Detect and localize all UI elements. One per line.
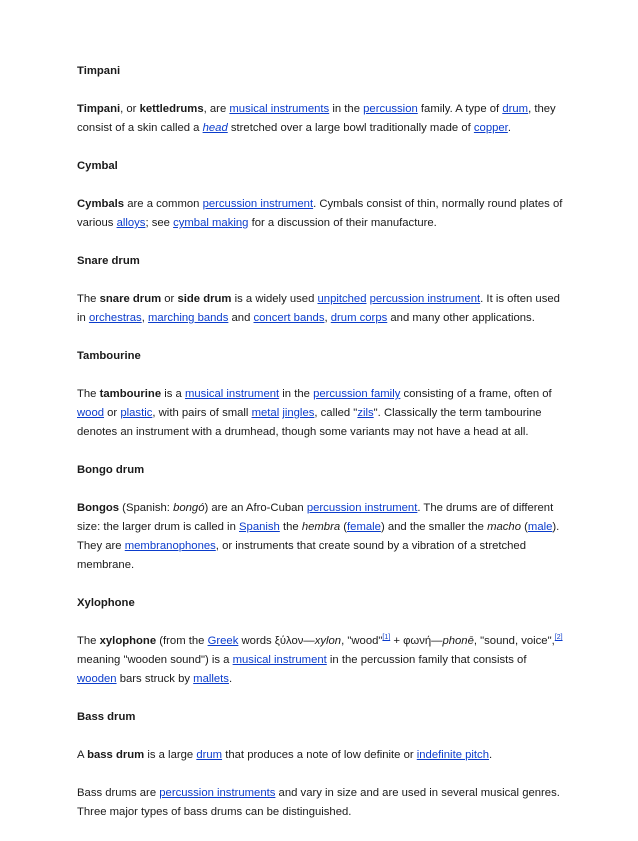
text-run: , they consist of a skin called a — [77, 103, 556, 134]
hyperlink[interactable]: Spanish — [239, 521, 280, 533]
hyperlink[interactable]: indefinite pitch — [416, 749, 489, 761]
text-run: is a large — [144, 749, 197, 761]
text-run: , "sound, voice", — [473, 635, 555, 647]
bold-term: Cymbals — [77, 198, 125, 210]
text-run: A — [77, 749, 88, 761]
paragraph-xylophone — [77, 632, 567, 689]
text-run: and — [228, 312, 254, 324]
hyperlink[interactable]: drum — [196, 749, 223, 761]
text-run: and vary in size and are used in several musical genres. Three major types of bass drums can be distinguished. — [77, 787, 560, 818]
section-heading-cymbal: Cymbal — [77, 160, 118, 172]
text-run: , "wood" — [341, 635, 383, 647]
text-run: The — [77, 635, 100, 647]
text-run: for a discussion of their manufacture. — [248, 217, 437, 229]
italic-term: bongó — [173, 502, 205, 514]
bold-term: bass drum — [87, 749, 145, 761]
section-heading-tambourine: Tambourine — [77, 350, 141, 362]
italic-term: phonē — [442, 635, 474, 647]
hyperlink[interactable]: alloys — [116, 217, 146, 229]
text-run: ) and the smaller the — [380, 521, 488, 533]
hyperlink[interactable]: percussion — [363, 103, 418, 115]
bold-term: kettledrums — [139, 103, 204, 115]
text-run: ; see — [145, 217, 174, 229]
text-run: , called " — [314, 407, 358, 419]
paragraph-bass-drum-types — [77, 784, 567, 822]
italic-term: xylon — [314, 635, 342, 647]
text-run: , are — [203, 103, 230, 115]
text-run: , or instruments that create sound by a vibration of a stretched membrane. — [77, 540, 526, 571]
paragraph-cymbal — [77, 195, 567, 233]
text-run: is a widely used — [231, 293, 318, 305]
hyperlink[interactable]: wooden — [77, 673, 117, 685]
hyperlink[interactable]: percussion instrument — [369, 293, 481, 305]
text-run: . — [489, 749, 493, 761]
paragraph-timpani — [77, 100, 567, 138]
section-heading-bongo-drum: Bongo drum — [77, 464, 145, 476]
text-run: ( — [521, 521, 528, 533]
text-run: in the — [329, 103, 364, 115]
text-run: stretched over a large bowl traditionally made of — [227, 122, 474, 134]
text-run: the — [279, 521, 302, 533]
paragraph-tambourine — [77, 385, 567, 442]
text-run: in the percussion family that consists of — [326, 654, 527, 666]
citation-link[interactable]: [1] — [382, 634, 391, 642]
hyperlink[interactable]: orchestras — [88, 312, 142, 324]
text-run: family. A type of — [417, 103, 503, 115]
hyperlink[interactable]: marching bands — [147, 312, 229, 324]
hyperlink[interactable]: mallets — [193, 673, 229, 685]
text-run: . The drums are of different size: the larger drum is called in — [77, 502, 554, 533]
text-run: The — [77, 293, 100, 305]
hyperlink[interactable]: male — [527, 521, 553, 533]
hyperlink[interactable]: jingles — [282, 407, 315, 419]
italic-term: macho — [487, 521, 521, 533]
text-run: that produces a note of low definite or — [222, 749, 417, 761]
text-run: bars struck by — [116, 673, 194, 685]
bold-term: Timpani — [77, 103, 121, 115]
text-run: The — [77, 388, 100, 400]
bold-term: snare drum — [99, 293, 162, 305]
text-run: . Cymbals consist of thin, normally round plates of various — [77, 198, 563, 229]
hyperlink[interactable]: wood — [77, 407, 105, 419]
paragraph-bass-drum — [77, 746, 567, 765]
section-heading-timpani: Timpani — [77, 65, 121, 77]
paragraph-bongo-drum — [77, 499, 567, 575]
hyperlink[interactable]: cymbal making — [173, 217, 249, 229]
hyperlink[interactable]: female — [347, 521, 381, 533]
hyperlink[interactable]: percussion family — [313, 388, 401, 400]
text-run: consisting of a frame, often of — [400, 388, 552, 400]
hyperlink[interactable]: musical instruments — [229, 103, 330, 115]
hyperlink[interactable]: copper — [473, 122, 508, 134]
text-run: meaning "wooden sound") is a — [77, 654, 233, 666]
text-run: or — [161, 293, 178, 305]
hyperlink[interactable]: metal — [251, 407, 280, 419]
text-run: ". Classically the term tambourine denotes an instrument with a drumhead, though some variants may not have a head at all. — [77, 407, 542, 438]
hyperlink[interactable]: concert bands — [253, 312, 325, 324]
text-run: or — [104, 407, 121, 419]
text-run: and many other applications. — [387, 312, 535, 324]
document-page — [77, 62, 567, 841]
italic-term: hembra — [301, 521, 341, 533]
hyperlink-italic[interactable]: head — [202, 122, 228, 134]
hyperlink[interactable]: percussion instrument — [306, 502, 418, 514]
hyperlink[interactable]: zils — [357, 407, 374, 419]
section-heading-snare-drum: Snare drum — [77, 255, 140, 267]
text-run: ( — [340, 521, 348, 533]
hyperlink[interactable]: drum — [502, 103, 529, 115]
section-heading-xylophone: Xylophone — [77, 597, 135, 609]
text-run: , with pairs of small — [152, 407, 252, 419]
text-run: ). They are — [77, 521, 560, 552]
text-run: ) are an Afro-Cuban — [204, 502, 307, 514]
bold-term: tambourine — [99, 388, 162, 400]
hyperlink[interactable]: percussion instrument — [202, 198, 314, 210]
text-run: . — [228, 673, 233, 685]
text-run: . It is often used in — [77, 293, 560, 324]
text-run: . — [507, 122, 511, 134]
bold-term: side drum — [177, 293, 232, 305]
text-run: in the — [279, 388, 314, 400]
paragraph-snare-drum — [77, 290, 567, 328]
hyperlink[interactable]: plastic — [120, 407, 153, 419]
hyperlink[interactable]: musical instrument — [184, 388, 280, 400]
text-run: , or — [120, 103, 140, 115]
text-run: words ξύλον— — [238, 635, 315, 647]
hyperlink[interactable]: Greek — [207, 635, 239, 647]
text-run: , — [324, 312, 331, 324]
section-heading-bass-drum: Bass drum — [77, 711, 136, 723]
text-run: (Spanish: — [119, 502, 174, 514]
citation-link[interactable]: [2] — [554, 634, 563, 642]
text-run: , — [141, 312, 148, 324]
hyperlink[interactable]: unpitched — [317, 293, 367, 305]
text-run: are a common — [124, 198, 203, 210]
bold-term: xylophone — [99, 635, 157, 647]
text-run: is a — [161, 388, 185, 400]
bold-term: Bongos — [77, 502, 120, 514]
text-run: Bass drums are — [77, 787, 160, 799]
hyperlink[interactable]: drum corps — [330, 312, 388, 324]
text-run: + φωνή— — [390, 635, 443, 647]
hyperlink[interactable]: musical instrument — [232, 654, 327, 666]
text-run: (from the — [156, 635, 208, 647]
hyperlink[interactable]: percussion instruments — [159, 787, 276, 799]
hyperlink[interactable]: membranophones — [124, 540, 216, 552]
